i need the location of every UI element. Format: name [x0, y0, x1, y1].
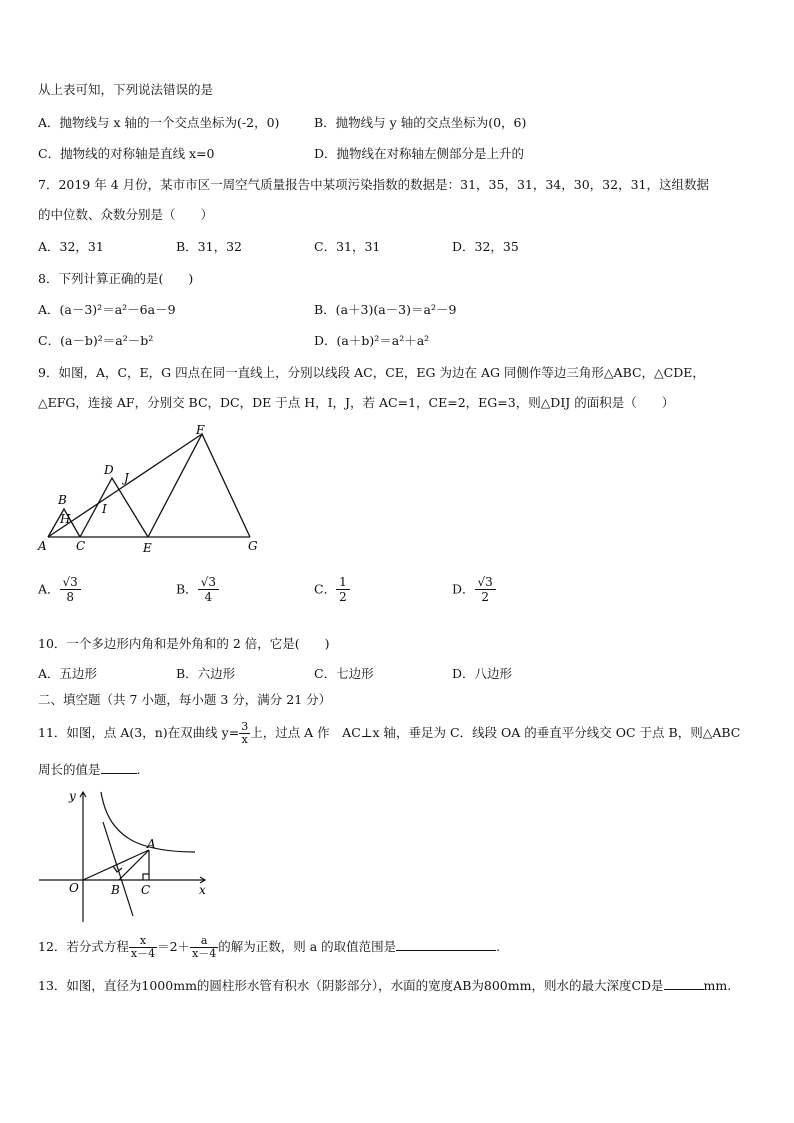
q11-line2-text: 周长的值是 — [38, 762, 101, 777]
label-e: E — [143, 541, 152, 555]
label-b: B — [58, 493, 67, 507]
q11-post: 上，过点 A 作 AC⊥x 轴，垂足为 C．线段 OA 的垂直平分线交 OC 于点 B，则△ABC — [250, 725, 741, 740]
q10-option-c: C．七边形 — [314, 666, 374, 681]
q9-option-c-label: C． — [314, 581, 337, 597]
q9-option-d-num: √3 — [477, 575, 493, 589]
q9-option-b-num: √3 — [200, 575, 216, 589]
q9-option-d-fraction — [475, 575, 496, 604]
label-j: J — [124, 471, 129, 485]
q13-end: mm. — [703, 978, 732, 993]
label-x: x — [199, 883, 206, 897]
label-c: C — [76, 539, 86, 553]
q7-option-c: C．31，31 — [314, 239, 381, 254]
q10-option-a: A．五边形 — [38, 666, 98, 681]
q11-fraction — [239, 721, 250, 746]
q6-option-a: A．抛物线与 x 轴的一个交点坐标为(-2，0) — [38, 115, 280, 130]
segment-ab — [119, 850, 149, 880]
q12-mid: ＝2＋ — [157, 939, 191, 954]
label-c: C — [141, 883, 151, 897]
q9-triangles-figure — [36, 422, 266, 557]
label-f: F — [196, 423, 205, 437]
label-a: A — [147, 837, 156, 851]
q12-fraction-1 — [129, 935, 157, 960]
section-2-heading: 二、填空题（共 7 小题，每小题 3 分，满分 21 分） — [38, 692, 332, 707]
q9-option-d-label: D． — [452, 581, 475, 597]
q7-option-a: A．32，31 — [38, 239, 104, 254]
q7-line1: 7．2019 年 4 月份，某市市区一周空气质量报告中某项污染指数的数据是：31，35，31，34，30，32，31，这组数据 — [38, 177, 709, 192]
q12-f1-num: x — [139, 934, 147, 947]
label-b: B — [111, 883, 120, 897]
q10-stem: 10．一个多边形内角和是外角和的 2 倍，它是( ) — [38, 636, 330, 651]
q12-answer-blank[interactable] — [396, 938, 496, 951]
q11-hyperbola-figure — [35, 786, 220, 926]
q6-option-c: C．抛物线的对称轴是直线 x=0 — [38, 146, 215, 161]
q9-option-c-fraction — [336, 575, 350, 604]
q8-option-c: C．(a－b)²＝a²－b² — [38, 333, 154, 348]
q13-line — [38, 977, 731, 994]
q8-option-d: D．(a＋b)²＝a²＋a² — [314, 333, 430, 348]
label-d: D — [104, 463, 114, 477]
q9-line1: 9．如图，A，C，E，G 四点在同一直线上，分别以线段 AC，CE，EG 为边在 AG 同侧作等边三角形△ABC，△CDE， — [38, 365, 705, 380]
q6-tail-text: 从上表可知，下列说法错误的是 — [38, 82, 214, 97]
q13-text: 13．如图，直径为1000mm的圆柱形水管有积水（阴影部分），水面的宽度AB为800mm，则水的最大深度CD是 — [38, 978, 664, 993]
q12-end: . — [496, 939, 501, 954]
q12-pre: 12．若分式方程 — [38, 939, 129, 954]
q8-option-b: B．(a＋3)(a－3)＝a²－9 — [314, 302, 457, 317]
q9-option-c-den: 2 — [336, 589, 350, 604]
segment-oa — [83, 850, 149, 880]
q9-line2: △EFG，连接 AF，分别交 BC，DC，DE 于点 H，I，J，若 AC=1，CE=2，EG=3，则△DIJ 的面积是（ ） — [38, 395, 675, 410]
q9-option-a — [38, 575, 81, 604]
q10-option-d: D．八边形 — [452, 666, 513, 681]
q8-stem: 8．下列计算正确的是( ) — [38, 271, 194, 286]
q8-option-a: A．(a－3)²＝a²－6a－9 — [38, 302, 176, 317]
label-a: A — [38, 539, 47, 553]
q9-option-b-fraction — [198, 575, 219, 604]
q11-line2-end: . — [136, 762, 141, 777]
q9-option-d-den: 2 — [475, 589, 496, 604]
q9-option-a-fraction — [60, 575, 81, 604]
q9-option-b-label: B． — [176, 581, 198, 597]
triangle-cde — [80, 478, 148, 537]
q12-post: 的解为正数，则 a 的取值范围是 — [218, 939, 397, 954]
label-i: I — [102, 502, 107, 516]
q9-option-b — [176, 575, 219, 604]
q7-option-d: D．32，35 — [452, 239, 519, 254]
q12-f1-den: x－4 — [130, 947, 156, 960]
q12-f2-num: a — [200, 934, 208, 947]
label-y: y — [69, 789, 76, 803]
q9-option-d — [452, 575, 496, 604]
q11-answer-blank[interactable] — [101, 761, 137, 774]
q12-fraction-2 — [190, 935, 218, 960]
q11-line2 — [38, 761, 141, 778]
label-h: H — [60, 512, 71, 526]
q7-option-b: B．31，32 — [176, 239, 242, 254]
q11-line1 — [38, 718, 740, 748]
right-angle-c — [143, 874, 149, 880]
q7-line2: 的中位数、众数分别是（ ） — [38, 207, 214, 222]
q6-option-d: D．抛物线在对称轴左侧部分是上升的 — [314, 146, 525, 161]
q10-option-b: B．六边形 — [176, 666, 236, 681]
q9-option-c-num: 1 — [339, 575, 347, 589]
q9-option-a-label: A． — [38, 581, 60, 597]
label-g: G — [248, 539, 258, 553]
q11-frac-den: x — [239, 733, 250, 746]
q12-line — [38, 932, 500, 962]
q11-pre: 11．如图，点 A(3，n)在双曲线 y= — [38, 725, 240, 740]
label-o: O — [69, 881, 79, 895]
q12-f2-den: x－4 — [192, 947, 217, 960]
q11-frac-num: 3 — [241, 720, 249, 733]
q13-answer-blank[interactable] — [664, 977, 704, 990]
triangle-efg — [148, 434, 250, 537]
q9-option-b-den: 4 — [198, 589, 219, 604]
q9-option-a-den: 8 — [60, 589, 81, 604]
q9-option-c — [314, 575, 350, 604]
segment-af — [48, 434, 202, 537]
q9-option-a-num: √3 — [62, 575, 78, 589]
q6-option-b: B．抛物线与 y 轴的交点坐标为(0，6) — [314, 115, 527, 130]
